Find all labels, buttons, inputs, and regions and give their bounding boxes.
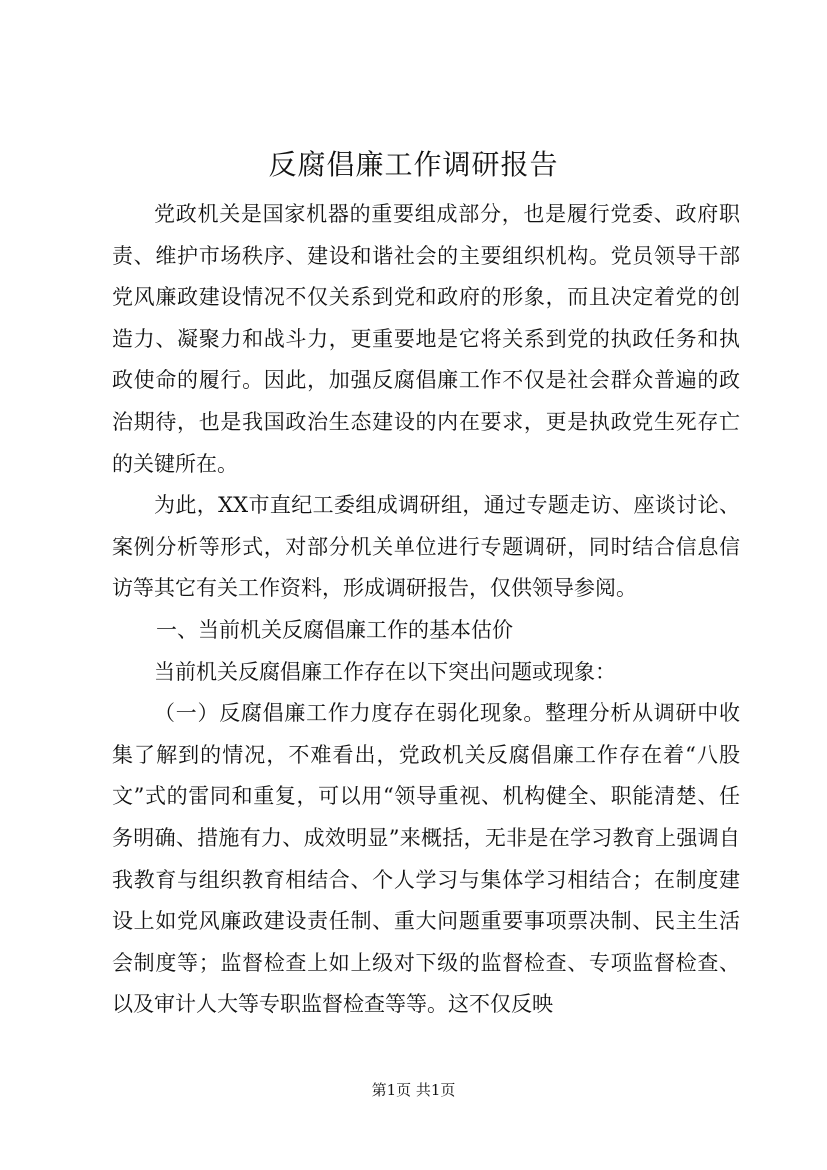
paragraph-purpose: 为此，XX市直纪工委组成调研组，通过专题走访、座谈讨论、案例分析等形式，对部分机关单位进行专题调研，同时结合信息信访等其它有关工作资料，形成调研报告，仅供领导参阅。 (112, 493, 740, 601)
paragraph-intro: 党政机关是国家机器的重要组成部分，也是履行党委、政府职责、维护市场秩序、建设和谐社会的主要组织机构。党员领导干部党风廉政建设情况不仅关系到党和政府的形象，而且决定着党的创造力、凝聚力和战斗力，更重要地是它将关系到党的执政任务和执政使命的履行。因此，加强反腐倡廉工作不仅是社会群众普遍的政治期待，也是我国政治生态建设的内在要求，更是执政党生死存亡的关键所在。 (112, 202, 740, 476)
page-footer: 第1页 共1页 (371, 1081, 456, 1099)
document-body (112, 194, 740, 1026)
document-title: 反腐倡廉工作调研报告 (268, 148, 559, 181)
paragraph-problem-1: （一）反腐倡廉工作力度存在弱化现象。整理分析从调研中收集了解到的情况，不难看出，党政机关反腐倡廉工作存在着“八股文”式的雷同和重复，可以用“领导重视、机构健全、职能清楚、任务明确、措施有力、成效明显”来概括，无非是在学习教育上强调自我教育与组织教育相结合、个人学习与集体学习相结合；在制度建设上如党风廉政建设责任制、重大问题重要事项票决制、民主生活会制度等；监督检查上如上级对下级的监督检查、专项监督检查、以及审计人大等专职监督检查等等。这不仅反映 (112, 701, 740, 1017)
section-heading-1: 一、当前机关反腐倡廉工作的基本估价 (156, 617, 513, 642)
paragraph-problems-lead: 当前机关反腐倡廉工作存在以下突出问题或现象： (154, 659, 616, 684)
